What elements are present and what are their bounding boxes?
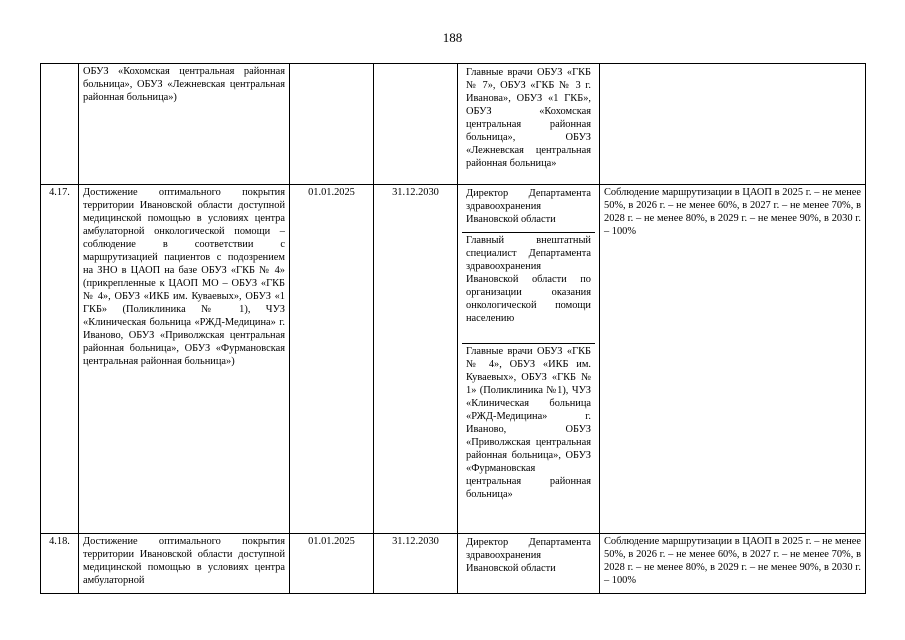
executor-entry: Главный внештатный специалист Департамента здравоохранения Ивановской области по организации оказания онкологической помощи населению [462,232,595,343]
end-date [374,64,458,185]
end-date: 31.12.2030 [374,185,458,534]
executor-entry: Директор Департамента здравоохранения Ивановской области [466,188,591,225]
expected-result: Соблюдение маршрутизации в ЦАОП в 2025 г. – не менее 50%, в 2026 г. – не менее 60%, в 2027 г. – не менее 70%, в 2028 г. – не менее 80%, в 2029 г. – не менее 90%, в 2030 г. – 100% [600,534,866,594]
measure-description: Достижение оптимального покрытия территории Ивановской области доступной медицинской помощью в условиях центра амбулаторной онкологической помощи – соблюдение в соответствии с маршрутизацией пациентов с подозрением на ЗНО в ЦАОП на базе ОБУЗ «ГКБ № 4» (прикрепленные к ЦАОП МО – ОБУЗ «ГКБ № 4», ОБУЗ «ИКБ им. Куваевых», ОБУЗ «1 ГКБ» (Поликлиника № 1), ЧУЗ «Клиническая больница «РЖД-Медицина» г. Иваново, ОБУЗ «Приволжская центральная районная больница», ОБУЗ «Фурмановская центральная районная больница») [79,185,290,534]
executors-cell [458,534,600,594]
table-row [41,64,866,185]
start-date [290,64,374,185]
executor-entry: Директор Департамента здравоохранения Ивановской области [466,537,591,574]
expected-result: Соблюдение маршрутизации в ЦАОП в 2025 г. – не менее 50%, в 2026 г. – не менее 60%, в 2027 г. – не менее 70%, в 2028 г. – не менее 80%, в 2029 г. – не менее 90%, в 2030 г. – 100% [600,185,866,534]
measures-table [40,63,866,594]
executors-cell [458,185,600,534]
table-row [41,185,866,534]
executor-entry: Главные врачи ОБУЗ «ГКБ № 7», ОБУЗ «ГКБ № 3 г. Иванова», ОБУЗ «1 ГКБ», ОБУЗ «Кохомская центральная районная больница», ОБУЗ «Лежневская центральная районная больница» [466,67,591,169]
measure-description: Достижение оптимального покрытия территории Ивановской области доступной медицинской помощью в условиях центра амбулаторной [79,534,290,594]
executors-cell [458,64,600,185]
row-number: 4.17. [41,185,79,534]
row-number: 4.18. [41,534,79,594]
start-date: 01.01.2025 [290,534,374,594]
end-date: 31.12.2030 [374,534,458,594]
page-number: 188 [442,30,463,45]
expected-result [600,64,866,185]
row-number [41,64,79,185]
start-date: 01.01.2025 [290,185,374,534]
measure-description: ОБУЗ «Кохомская центральная районная больница», ОБУЗ «Лежневская центральная районная больница») [79,64,290,185]
executor-entry: Главные врачи ОБУЗ «ГКБ № 4», ОБУЗ «ИКБ им. Куваевых», ОБУЗ «ГКБ № 1» (Поликлиника №1), ЧУЗ «Клиническая больница «РЖД-Медицина» г. Иваново, ОБУЗ «Приволжская центральная районная больница», ОБУЗ «Фурмановская центральная районная больница» [462,343,595,502]
table-row [41,534,866,594]
